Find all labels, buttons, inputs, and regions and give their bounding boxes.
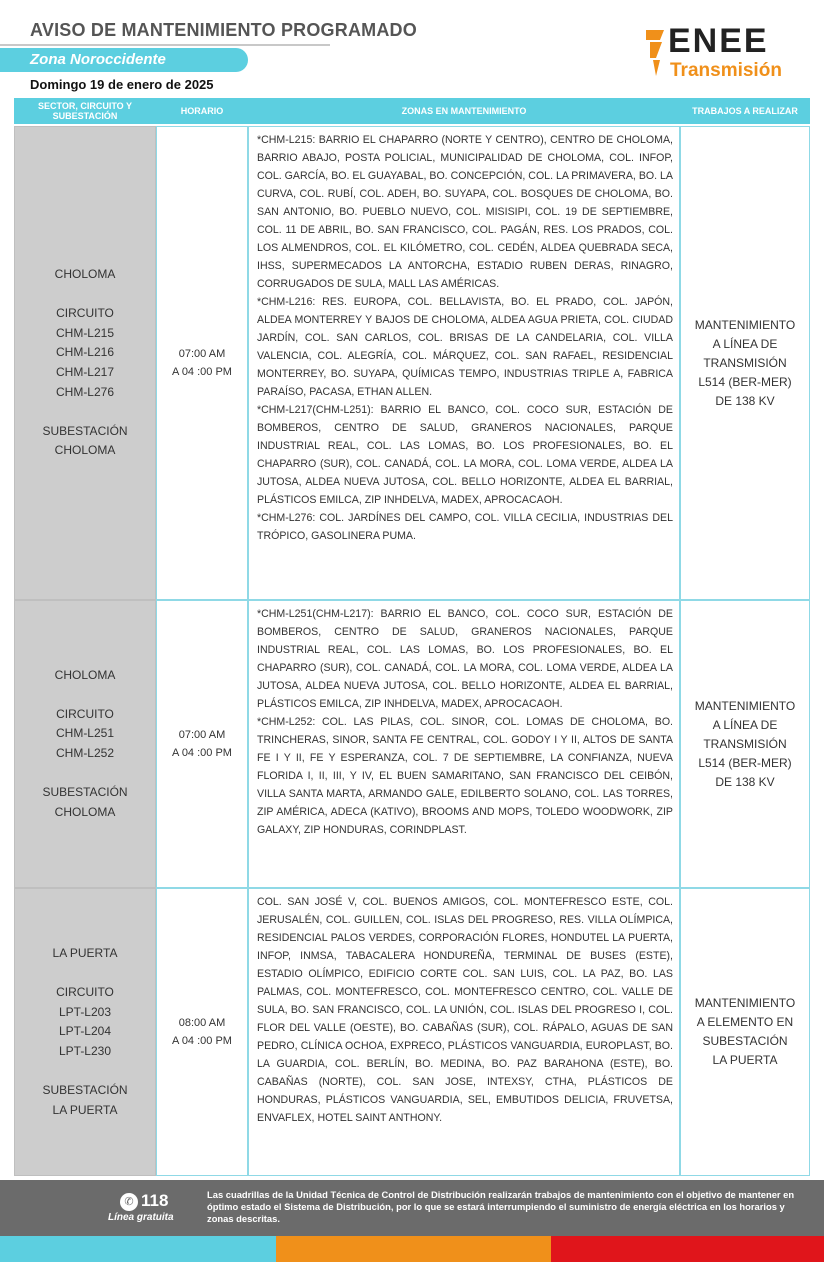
horario-cell [156, 888, 248, 1176]
trabajo-line: DE 138 KV [715, 774, 775, 789]
hotline-label: Línea gratuita [108, 1212, 174, 1223]
page-title: AVISO DE MANTENIMIENTO PROGRAMADO [30, 20, 417, 40]
footer-disclaimer: Las cuadrillas de la Unidad Técnica de Control de Distribución realizarán trabajos de mantenimiento con el objetivo de mantener en óptimo estado el Sistema de Distribución, por lo que se estará interrumpiendo el suministro de energía eléctrica en los horarios y zonas descritas. [207, 1189, 795, 1224]
phone-icon: ✆ [120, 1193, 138, 1211]
circuit-item: CHM-L276 [55, 384, 115, 399]
trabajo-line: A ELEMENTO EN [696, 1015, 794, 1029]
substation-label: SUBESTACIÓN [42, 423, 128, 438]
enee-logo-mark-icon [644, 28, 666, 78]
sector-area: LA PUERTA [52, 945, 118, 960]
zone-paragraph: *CHM-L251(CHM-L217): BARRIO EL BANCO, COL. COCO SUR, ESTACIÓN DE BOMBEROS, CENTRO DE SALUD, GRANEROS NACIONALES, PARQUE INDUSTRIAL REAL, COL. LAS LOMAS, BO. LOS PROFESIONALES, BO. EL CHAPARRO (SUR), COL. CANADÁ, COL. LA MORA, COL. LOMA VERDE, ALDEA LA JUTOSA, ALDEA NUEVA JUTOSA, COL. BELLO HORIZONTE, ALDEA EL BARRIAL, PLÁSTICOS EMILCA, ZIP INHDELVA, MADEX, APROCACAOH. [257, 608, 673, 710]
zone-label: Zona Noroccidente [30, 51, 166, 68]
color-bar-orange [276, 1236, 551, 1262]
time-end: A 04 :00 PM [172, 747, 232, 759]
trabajo-line: DE 138 KV [715, 393, 775, 408]
zonas-cell [248, 126, 680, 600]
trabajos-cell [680, 126, 810, 600]
color-bar-cyan [0, 1236, 276, 1262]
trabajo-line: TRANSMISIÓN [703, 355, 787, 370]
zone-paragraph: *CHM-L215: BARRIO EL CHAPARRO (NORTE Y CENTRO), CENTRO DE CHOLOMA, BARRIO ABAJO, POSTA POLICIAL, MUNICIPALIDAD DE CHOLOMA, COL. INFOP, COL. GARCÍA, BO. EL GUAYABAL, BO. CONCEPCIÓN, COL. LA PRIMAVERA, BO. LA CURVA, COL. RUBÍ, COL. ADEH, BO. SUYAPA, COL. BOSQUES DE CHOLOMA, BO. SAN ANTONIO, BO. PUEBLO NUEVO, COL. MISISIPI, COL. 19 DE SEPTIEMBRE, COL. 11 DE ABRIL, BO. SAN FRANCISCO, COL. PAGÁN, RES. LOS PRADOS, COL. LOS ALMENDROS, COL. EL KILÓMETRO, COL. CEDÉN, ALDEA QUEBRADA SECA, IHSS, SUPERMECADOS LA ANTORCHA, ESTADIO RUBEN DERAS, RINAGRO, CORRUGADOS DE SULA, MALL LAS AMÉRICAS. [257, 134, 673, 290]
color-bar-red [551, 1236, 824, 1262]
trabajo-line: SUBESTACIÓN [702, 1034, 788, 1048]
logo-brand: ENEE [668, 22, 769, 60]
header-zonas: ZONAS EN MANTENIMIENTO [401, 106, 527, 116]
circuit-label: CIRCUITO [56, 306, 114, 321]
horario-cell [156, 600, 248, 888]
table-row [14, 126, 810, 600]
circuit-label: CIRCUITO [56, 706, 114, 721]
trabajo-line: MANTENIMIENTO [694, 996, 796, 1010]
circuit-item: LPT-L230 [58, 1043, 112, 1058]
notice-date: Domingo 19 de enero de 2025 [30, 77, 214, 92]
substation-label: SUBESTACIÓN [42, 785, 128, 800]
footer [0, 1180, 824, 1236]
header-sector: SECTOR, CIRCUITO Y SUBESTACIÓN [37, 101, 133, 121]
trabajo-line: TRANSMISIÓN [703, 736, 787, 751]
header-horario: HORARIO [180, 106, 224, 116]
zone-paragraph: *CHM-L252: COL. LAS PILAS, COL. SINOR, COL. LOMAS DE CHOLOMA, BO. TRINCHERAS, SINOR, SANTA FE CENTRAL, COL. GODOY I Y II, ALTOS DE SANTA FE I Y II, FE Y ESPERANZA, COL. 7 DE SEPTIEMBRE, LA CONFIANZA, NUEVA FLORIDA I, II, III, Y IV, EL BUEN SAMARITANO, SAN FRANCISCO DEL CEIBÓN, VILLA SANTA MARTA, ARMANDO GALE, EDILBERTO SOLANO, COL. LAS TORRES, ZIP AMÉRICA, ADECA (KATIVO), BROOMS AND MOPS, TOLEDO WOODWORK, ZIP GALAXY, ZIP HONDURAS, CORINDPLAST. [257, 716, 673, 836]
zone-paragraph: *CHM-L216: RES. EUROPA, COL. BELLAVISTA, BO. EL PRADO, COL. JAPÓN, ALDEA MONTERREY Y BAJOS DE CHOLOMA, ALDEA AGUA PRIETA, COL. CIUDAD JARDÍN, COL. SAN CARLOS, COL. BRISAS DE LA CANDELARIA, COL. VILLA VALENCIA, COL. ALEGRÍA, COL. MÁRQUEZ, COL. SAN RAFAEL, RESIDENCIAL MONTERREY, BO. SUYAPA, QUÍMICAS TEMPO, INDUSTRIAS TRIPLE A, FABRICA PARAÍSO, PACASA, ETHAN ALLEN. [257, 296, 673, 398]
zone-banner [0, 48, 248, 72]
header-trabajos: TRABAJOS A REALIZAR [692, 106, 798, 116]
logo-subtitle: Transmisión [670, 60, 782, 81]
time-start: 07:00 AM [178, 729, 226, 741]
zone-paragraph: COL. SAN JOSÉ V, COL. BUENOS AMIGOS, COL. MONTEFRESCO ESTE, COL. JERUSALÉN, COL. GUILLEN, COL. ISLAS DEL PROGRESO, RES. VILLA OLÍMPICA, RESIDENCIAL PALOS VERDES, CORPORACIÓN FLORES, HONDUTEL LA PUERTA, INFOP, INMSA, TABACALERA HONDUREÑA, TERMINAL DE BUSES (ESTE), ESTADIO OLÍMPICO, EDIFICIO CORTE COL. SAN LUIS, COL. LA PAZ, BO. LAS PALMAS, COL. MONTEFRESCO, COL. MONTEFRESCO CENTRO, COL. VALLE DE SULA, BO. SAN FRANCISCO, COL. LA UNIÓN, COL. ISLAS DEL PROGRESO I, COL. FLOR DEL VALLE (OESTE), BO. CABAÑAS (SUR), COL. RÁPALO, AGUAS DE SAN PEDRO, CLÍNICA OCHOA, EXPRECO, PLÁSTICOS VANGUARDIA, EUROPLAST, BO. LA GUARDIA, COL. BERLÍN, BO. MEDINA, BO. PAZ BARAHONA (ESTE), BO. CABAÑAS (NORTE), COL. SAN JOSE, INTEXSY, CTHA, PLÁSTICOS DE HONDURAS, PLÁSTICOS VANGUARDIA, SEL, EMBUTIDOS DELICIA, FRUVETSA, ENVAFLEX, HOTEL SAINT ANTHONY. [257, 896, 673, 1124]
substation-name: LA PUERTA [52, 1102, 118, 1117]
circuit-item: LPT-L204 [58, 1024, 112, 1039]
circuit-item: CHM-L252 [55, 746, 115, 760]
time-end: A 04 :00 PM [172, 366, 232, 378]
trabajo-line: L514 (BER-MER) [698, 755, 792, 770]
trabajo-line: L514 (BER-MER) [698, 374, 792, 389]
circuit-label: CIRCUITO [56, 985, 114, 1000]
zonas-cell [248, 888, 680, 1176]
circuit-item: LPT-L203 [58, 1004, 112, 1019]
time-start: 07:00 AM [178, 348, 226, 360]
circuit-item: CHM-L217 [55, 365, 115, 379]
sector-area: CHOLOMA [54, 267, 116, 282]
sector-cell [14, 600, 156, 888]
substation-name: CHOLOMA [54, 443, 116, 458]
trabajos-cell [680, 600, 810, 888]
time-start: 08:00 AM [178, 1017, 226, 1029]
zone-paragraph: *CHM-L276: COL. JARDÍNES DEL CAMPO, COL. VILLA CECILIA, INDUSTRIAS DEL TRÓPICO, GASOLINERA PUMA. [257, 512, 673, 542]
sector-area: CHOLOMA [54, 667, 116, 682]
horario-cell [156, 126, 248, 600]
trabajos-cell [680, 888, 810, 1176]
trabajo-line: LA PUERTA [712, 1053, 778, 1067]
sector-cell [14, 126, 156, 600]
hotline-number: 118 [141, 1191, 169, 1210]
trabajo-line: MANTENIMIENTO [694, 698, 796, 713]
circuit-item: CHM-L215 [55, 325, 115, 340]
title-divider [0, 44, 330, 46]
zone-paragraph: *CHM-L217(CHM-L251): BARRIO EL BANCO, COL. COCO SUR, ESTACIÓN DE BOMBEROS, CENTRO DE SALUD, GRANEROS NACIONALES, PARQUE INDUSTRIAL REAL, COL. LAS LOMAS, BO. LOS PROFESIONALES, BO. EL CHAPARRO (SUR), COL. CANADÁ, COL. LA MORA, COL. LOMA VERDE, ALDEA LA JUTOSA, ALDEA NUEVA JUTOSA, COL. BELLO HORIZONTE, ALDEA EL BARRIAL, PLÁSTICOS EMILCA, ZIP INHDELVA, MADEX, APROCACAOH. [257, 404, 673, 506]
time-end: A 04 :00 PM [172, 1035, 232, 1047]
table-row [14, 888, 810, 1176]
circuit-item: CHM-L216 [55, 345, 115, 360]
zonas-cell [248, 600, 680, 888]
trabajo-line: MANTENIMIENTO [694, 317, 796, 332]
table-header [14, 98, 810, 124]
substation-label: SUBESTACIÓN [42, 1082, 128, 1097]
enee-logo [644, 24, 814, 84]
substation-name: CHOLOMA [54, 804, 116, 819]
trabajo-line: A LÍNEA DE [712, 717, 778, 732]
table-row [14, 600, 810, 888]
trabajo-line: A LÍNEA DE [712, 336, 778, 351]
sector-cell [14, 888, 156, 1176]
circuit-item: CHM-L251 [55, 726, 115, 741]
